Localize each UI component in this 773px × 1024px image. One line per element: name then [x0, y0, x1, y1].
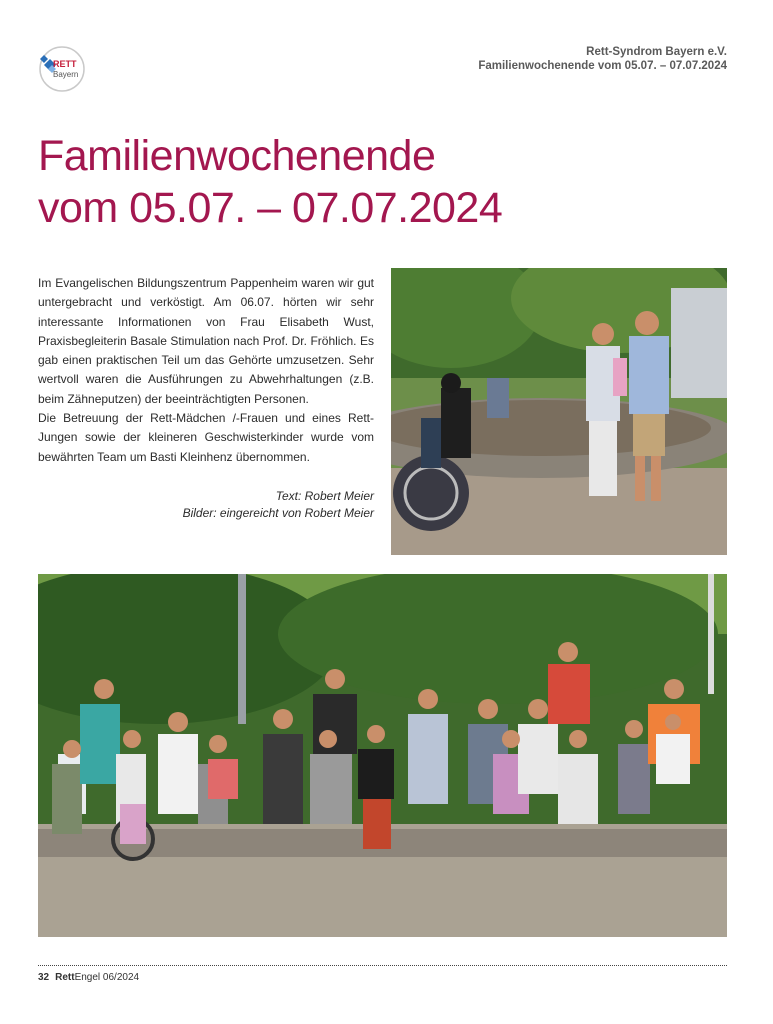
logo-rett-text: RETT — [53, 59, 77, 69]
page-footer — [38, 972, 139, 983]
footer-divider — [38, 965, 727, 966]
header-event: Familienwochenende vom 05.07. – 07.07.2024 — [478, 60, 727, 72]
photo-group-families — [38, 574, 727, 937]
image-credit: Bilder: eingereicht von Robert Meier — [182, 506, 374, 520]
page-number: 32 — [38, 972, 50, 983]
header-org: Rett-Syndrom Bayern e.V. — [586, 46, 727, 58]
article-title — [38, 130, 502, 234]
magazine-issue: Engel 06/2024 — [74, 972, 140, 983]
title-line-1: Familienwochenende — [38, 132, 436, 180]
article-paragraph: Die Betreuung der Rett-Mädchen /-Frauen und eines Rett-Jungen sowie der kleineren Geschwisterkinder wurde vom bewährten Team um Basti Kleinhenz übernommen. — [38, 411, 374, 464]
text-credit: Text: Robert Meier — [275, 489, 374, 503]
magazine-name-bold: Rett — [55, 972, 75, 983]
rett-bayern-logo — [38, 45, 86, 93]
running-header — [478, 45, 727, 73]
article-paragraph: Im Evangelischen Bildungszentrum Pappenheim waren wir gut untergebracht und verköstigt. Am 06.07. hörten wir sehr interessante Informationen von Frau Elisabeth Wust, Praxisbegleiterin Basale Stimulation nach Prof. Dr. Fröhlich. Es gab einen praktischen Teil um das Gehörte umzusetzen. Sehr wertvoll waren die Ausführungen zu Abwehrhaltungen (z.B. beim Zähneputzen) der beeinträchtigten Personen. — [38, 276, 374, 406]
photo-couple-garden — [391, 268, 727, 555]
title-line-2: vom 05.07. – 07.07.2024 — [38, 184, 503, 232]
article-credits — [38, 488, 374, 522]
article-body — [38, 274, 374, 467]
logo-bayern-text: Bayern — [53, 70, 79, 79]
